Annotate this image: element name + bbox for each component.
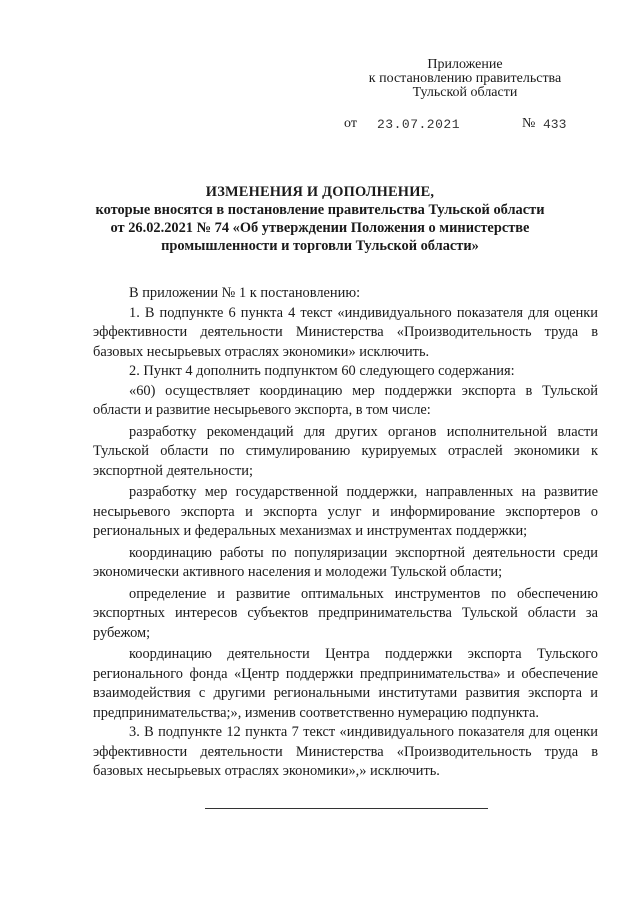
body-paragraph: разработку рекомендаций для других органов исполнительной власти Тульской области по стимулированию курируемых отраслей экономики к экспортной деятельности;: [93, 423, 598, 479]
document-date-number: [0, 116, 640, 134]
item-3-paragraph: 3. В подпункте 12 пункта 7 текст «индивидуального показателя для оценки эффективности деятельности Министерства «Производительность труда в базовых несырьевых отраслях экономики»,» исключить.: [93, 724, 598, 779]
document-number: 433: [543, 117, 567, 132]
document-heading: [80, 183, 560, 255]
appendix-line-3: Тульской области: [412, 85, 518, 100]
item-2-paragraph: 2. Пункт 4 дополнить подпунктом 60 следующего содержания:: [129, 363, 515, 379]
heading-title: ИЗМЕНЕНИЯ И ДОПОЛНЕНИЕ,: [205, 184, 435, 200]
number-label: №: [522, 116, 536, 131]
appendix-line-2: к постановлению правительства: [368, 71, 562, 86]
date-from-label: от: [344, 116, 357, 131]
heading-line-1: которые вносятся в постановление правительства Тульской области: [95, 202, 545, 218]
appendix-header: [340, 58, 590, 100]
document-date: 23.07.2021: [377, 117, 461, 132]
subitem-60-paragraph: «60) осуществляет координацию мер поддержки экспорта в Тульской области и развитие несырьевого экспорта, в том числе:: [93, 382, 598, 418]
body-paragraph: координацию деятельности Центра поддержки экспорта Тульского регионального фонда «Центр поддержки предпринимательства» и обеспечение взаимодействия с другими региональными институтами развития экспорта и предпринимательства;», изменив соответственно нумерацию подпункта.: [93, 646, 598, 721]
body-paragraph: координацию работы по популяризации экспортной деятельности среди экономически активного населения и молодежи Тульской области;: [93, 544, 598, 580]
heading-line-3: промышленности и торговли Тульской области»: [161, 238, 479, 254]
body-paragraph: разработку мер государственной поддержки, направленных на развитие несырьевого экспорта и экспорта услуг и информирование экспортеров о региональных и федеральных механизмах и инструментах поддержки;: [93, 484, 598, 539]
body-paragraph: определение и развитие оптимальных инструментов по обеспечению экспортных интересов субъектов предпринимательства Тульской области за рубежом;: [93, 585, 598, 641]
document-body: [93, 284, 598, 782]
heading-line-2: от 26.02.2021 № 74 «Об утверждении Положения о министерстве: [110, 220, 530, 236]
item-1-paragraph: 1. В подпункте 6 пункта 4 текст «индивидуального показателя для оценки эффективности деятельности Министерства «Производительность труда в базовых несырьевых отраслях экономики» исключить.: [93, 304, 598, 360]
closing-rule: [205, 808, 488, 809]
appendix-line-1: Приложение: [427, 57, 503, 72]
intro-paragraph: В приложении № 1 к постановлению:: [129, 285, 361, 301]
